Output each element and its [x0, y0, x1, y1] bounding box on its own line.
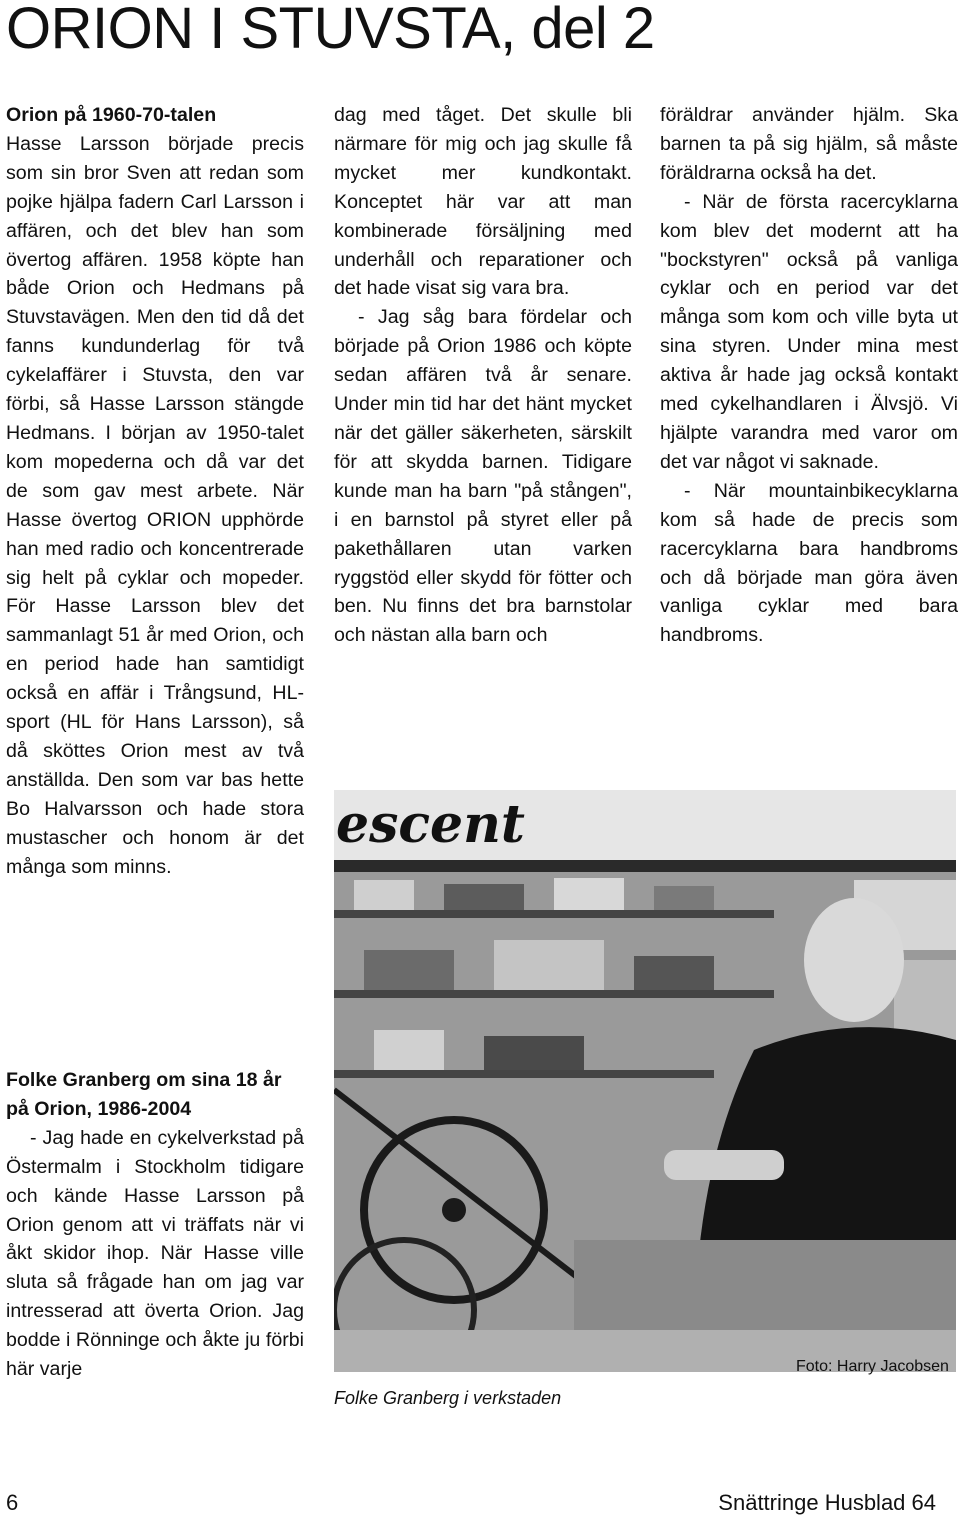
- column-1: [6, 101, 304, 881]
- column-3-paragraph-2: - När de första racercyklarna kom blev det modernt att ha "bockstyren" också på vanliga cyklar och en period var det många som kom och ville byta ut sina styren. Under mina mest aktiva år hade jag också kontakt med cykelhandlaren i Älvsjö. Vi hjälpte varandra med varor om det var något vi saknade.: [660, 190, 958, 473]
- column-2: [334, 101, 632, 650]
- publication-footer: Snättringe Husblad 64: [718, 1490, 936, 1515]
- shop-sign-text: escent: [336, 794, 525, 855]
- photo-caption: Folke Granberg i verkstaden: [334, 1388, 562, 1408]
- column-3-paragraph-1: föräldrar använder hjälm. Ska barnen ta på sig hjälm, så måste föräldrarna också ha det.: [660, 104, 958, 184]
- photo-credit: Foto: Harry Jacobsen: [796, 1358, 949, 1375]
- page-number: 6: [6, 1490, 19, 1515]
- column-2-paragraph-1: dag med tåget. Det skulle bli närmare för mig och jag skulle få mycket mer kundkontakt. Konceptet här var att man kombinerade försäljning med underhåll och reparationer och det hade visat sig vara bra.: [334, 104, 632, 300]
- section-heading-1960s: Orion på 1960-70-talen: [6, 104, 217, 126]
- section-heading-folke: Folke Granberg om sina 18 år på Orion, 1986-2004: [6, 1069, 282, 1120]
- column-1-lower: [6, 1066, 304, 1384]
- section-body-folke: - Jag hade en cykelverkstad på Östermalm i Stockholm tidigare och kände Hasse Larsson på Orion genom att vi träffats när vi åkt skidor ihop. När Hasse ville sluta så frågade han om jag var intresserad att överta Orion. Jag bodde i Rönninge och åkte ju förbi här varje: [6, 1126, 304, 1381]
- column-2-paragraph-2: - Jag såg bara fördelar och började på Orion 1986 och köpte sedan affären två år senare. Under min tid har det hänt mycket när det gäller säkerheten, särskilt för att skydda barnen. Tidigare kunde man ha barn "på stången", i en barnstol på styret eller på pakethållaren utan varken ryggstöd eller skydd för fötter och ben. Nu finns det bra barnstolar och nästan alla barn och: [334, 306, 632, 647]
- column-3: [660, 101, 958, 650]
- section-body-1960s: Hasse Larsson började precis som sin bror Sven att redan som pojke hjälpa fadern Carl Larsson i affären, och det blev han som övertog affären. 1958 köpte han både Orion och Hedmans på Stuvstavägen. Men den tid då det fanns kundunderlag för två cykelaffärer i Stuvsta, den var förbi, så Hasse Larsson stängde Hedmans. I början av 1950-talet kom mopederna och då var det de som gav mest arbete. När Hasse övertog ORION upphörde han med radio och koncentrerade sig helt på cyklar och mopeder. För Hasse Larsson blev det sammanlagt 51 år med Orion, och en period hade han samtidigt också en affär i Trångsund, HL-sport (HL för Hans Larsson), så då sköttes Orion mest av två anställda. Den som var bas hette Bo Halvarsson och hade stora mustascher och honom är det många som minns.: [6, 132, 304, 878]
- column-3-paragraph-3: - När mountainbikecyklarna kom så hade de precis som racercyklarna bara handbroms och då började man göra även vanliga cyklar med bara handbroms.: [660, 479, 958, 647]
- article-title: ORION I STUVSTA, del 2: [6, 0, 655, 61]
- workshop-photo: [334, 790, 956, 1372]
